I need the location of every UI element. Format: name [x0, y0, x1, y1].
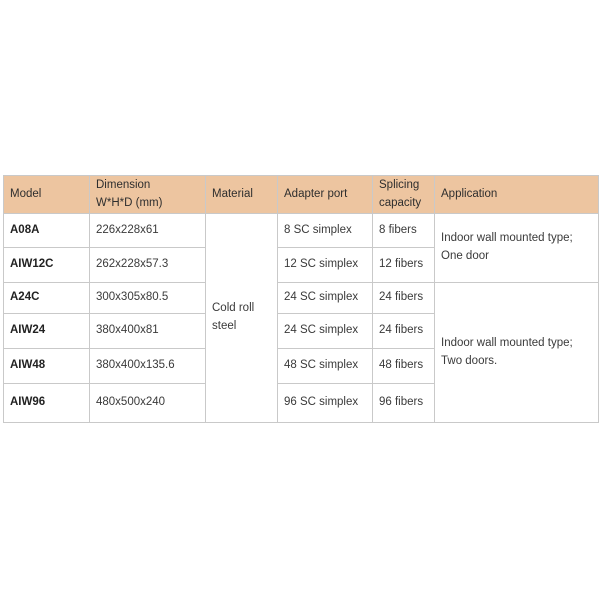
application-1-line2: One door: [441, 250, 489, 262]
application-1-line1: Indoor wall mounted type;: [441, 232, 573, 245]
model-cell: A24C: [4, 283, 90, 314]
model-cell: AIW48: [4, 349, 90, 384]
dimension-cell: 262x228x57.3: [90, 248, 206, 283]
header-splicing-line2: capacity: [379, 196, 422, 209]
model-cell: AIW96: [4, 384, 90, 423]
model-cell: AIW24: [4, 314, 90, 349]
header-splicing-line1: Splicing: [379, 178, 420, 191]
adapter-port-cell: 24 SC simplex: [278, 314, 373, 349]
splicing-cell: 12 fibers: [373, 248, 435, 283]
dimension-cell: 480x500x240: [90, 384, 206, 423]
header-dimension: [90, 176, 206, 214]
header-dimension-line1: Dimension: [96, 178, 151, 191]
dimension-cell: 226x228x61: [90, 214, 206, 248]
material-line1: Cold roll: [212, 302, 255, 315]
adapter-port-cell: 48 SC simplex: [278, 349, 373, 384]
model-cell: A08A: [4, 214, 90, 248]
header-material: Material: [206, 176, 278, 214]
application-cell-two-doors: [435, 283, 599, 423]
splicing-cell: 8 fibers: [373, 214, 435, 248]
application-2-line2: Two doors.: [441, 354, 498, 367]
adapter-port-cell: 8 SC simplex: [278, 214, 373, 248]
table-row: [4, 214, 599, 248]
application-2-line1: Indoor wall mounted type;: [441, 336, 573, 349]
spec-table: [3, 175, 599, 423]
model-cell: AIW12C: [4, 248, 90, 283]
adapter-port-cell: 96 SC simplex: [278, 384, 373, 423]
application-cell-one-door: [435, 214, 599, 283]
splicing-cell: 24 fibers: [373, 283, 435, 314]
header-row: [4, 176, 599, 214]
splicing-cell: 96 fibers: [373, 384, 435, 423]
adapter-port-cell: 24 SC simplex: [278, 283, 373, 314]
material-cell: [206, 214, 278, 423]
material-line2: steel: [212, 320, 237, 332]
dimension-cell: 300x305x80.5: [90, 283, 206, 314]
header-application: Application: [435, 176, 599, 214]
header-model: Model: [4, 176, 90, 214]
header-splicing-capacity: [373, 176, 435, 214]
adapter-port-cell: 12 SC simplex: [278, 248, 373, 283]
dimension-cell: 380x400x135.6: [90, 349, 206, 384]
dimension-cell: 380x400x81: [90, 314, 206, 349]
splicing-cell: 48 fibers: [373, 349, 435, 384]
splicing-cell: 24 fibers: [373, 314, 435, 349]
header-dimension-line2: W*H*D (mm): [96, 196, 163, 209]
table-row: [4, 283, 599, 314]
header-adapter-port: Adapter port: [278, 176, 373, 214]
